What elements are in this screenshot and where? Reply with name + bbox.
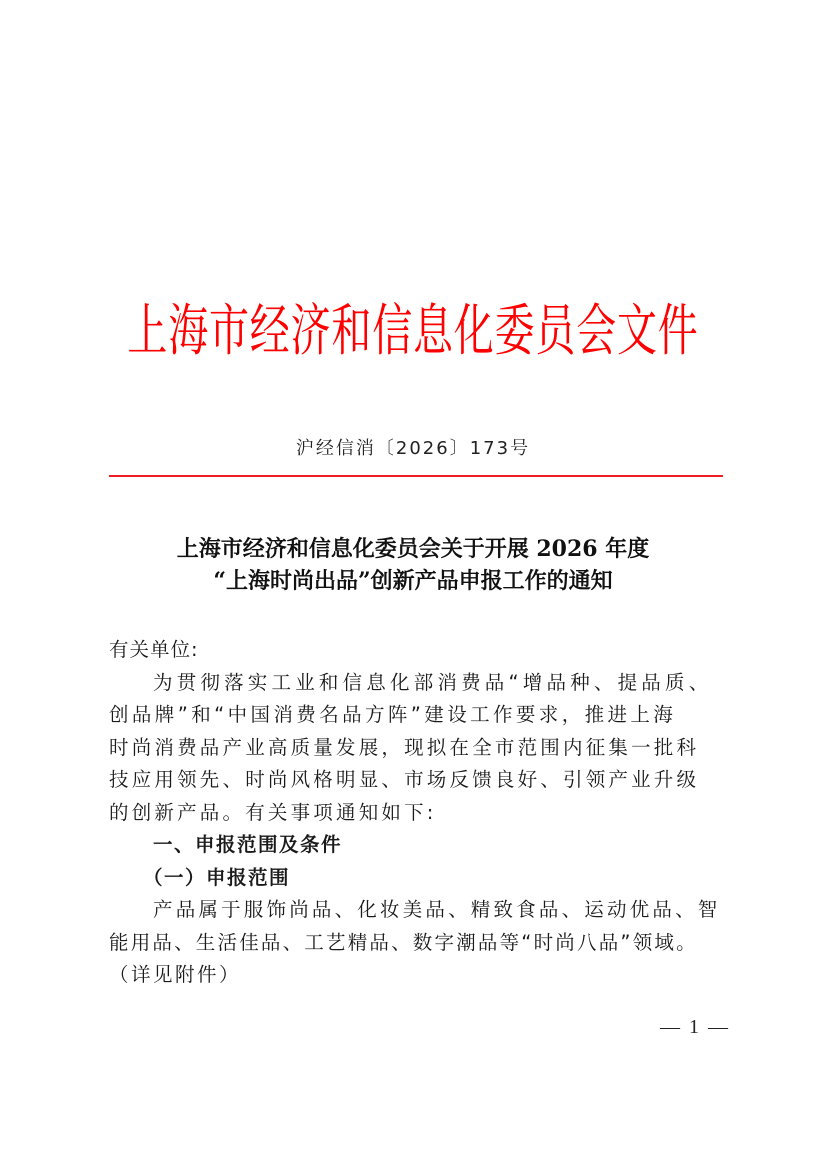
document-number: 沪经信消〔2026〕173号 [295, 438, 531, 459]
red-separator-rule [109, 475, 723, 477]
paragraph-line: 能用品、生活佳品、工艺精品、数字潮品等“时尚八品”领域。 [109, 930, 698, 954]
paragraph-line: （详见附件） [109, 963, 242, 986]
title-line-1: 上海市经济和信息化委员会关于开展 2026 年度 [176, 536, 650, 562]
document-body [109, 634, 727, 992]
paragraph-line: 为贯彻落实工业和信息化部消费品“增品种、提品质、 [153, 670, 713, 694]
paragraph-line: 技应用领先、时尚风格明显、市场反馈良好、引领产业升级 [109, 768, 700, 791]
paragraph-line: 的创新产品。有关事项通知如下: [109, 800, 437, 824]
scope-paragraph [109, 894, 727, 992]
paragraph-line: 创品牌”和“中国消费名品方阵”建设工作要求，推进上海 [109, 703, 677, 726]
intro-paragraph [109, 667, 727, 830]
salutation: 有关单位: [109, 638, 199, 661]
section-heading: 一、申报范围及条件 [153, 833, 343, 856]
title-line-2: “上海时尚出品”创新产品申报工作的通知 [213, 568, 613, 594]
paragraph-line: 时尚消费品产业高质量发展，现拟在全市范围内征集一批科 [109, 735, 700, 759]
page-number: — 1 — [660, 1016, 730, 1038]
subsection-heading: （一）申报范围 [143, 865, 291, 889]
issuer-header-text: 上海市经济和信息化委员会文件 [127, 298, 699, 364]
document-title [0, 533, 826, 597]
issuer-red-header [0, 296, 826, 366]
paragraph-line: 产品属于服饰尚品、化妆美品、精致食品、运动优品、智 [153, 898, 721, 921]
